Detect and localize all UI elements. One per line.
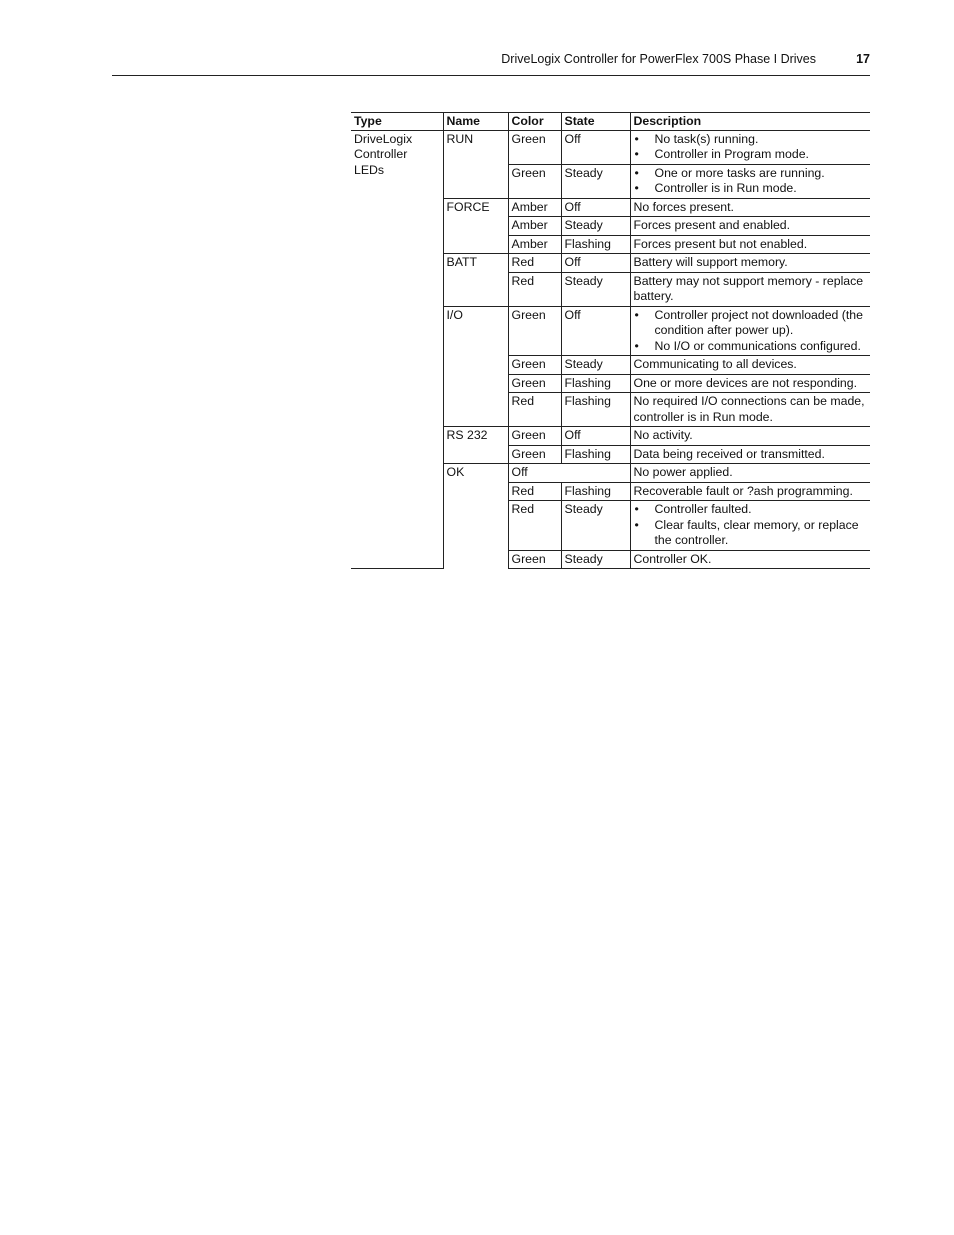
bullet-item <box>634 502 868 518</box>
bullet-item <box>634 308 868 339</box>
bullet-text: Clear faults, clear memory, or replace the controller. <box>654 517 859 547</box>
col-header-color: Color <box>508 113 561 131</box>
bullet-item <box>634 166 868 182</box>
description-cell: Recoverable fault or ?ash programming. <box>630 482 870 501</box>
col-header-type: Type <box>351 113 443 131</box>
state-cell: Off <box>561 198 630 217</box>
color-cell: Green <box>508 550 561 569</box>
description-cell: Forces present and enabled. <box>630 217 870 236</box>
state-cell: Flashing <box>561 374 630 393</box>
state-cell: Steady <box>561 272 630 306</box>
state-cell: Off <box>561 306 630 356</box>
description-cell: Battery may not support memory - replace battery. <box>630 272 870 306</box>
color-cell: Off <box>508 464 630 483</box>
description-cell: Controller OK. <box>630 550 870 569</box>
page-number: 17 <box>856 52 870 66</box>
state-cell: Flashing <box>561 445 630 464</box>
bullet-item <box>634 181 868 197</box>
description-cell: One or more devices are not responding. <box>630 374 870 393</box>
bullet-item <box>634 132 868 148</box>
bullet-item <box>634 339 868 355</box>
led-name-cell: RUN <box>443 130 508 198</box>
description-cell <box>630 164 870 198</box>
state-cell: Flashing <box>561 482 630 501</box>
col-header-state: State <box>561 113 630 131</box>
description-cell: No power applied. <box>630 464 870 483</box>
color-cell: Red <box>508 272 561 306</box>
bullet-item <box>634 518 868 549</box>
bullet-dot: • <box>634 131 639 146</box>
description-cell: No required I/O connections can be made, controller is in Run mode. <box>630 393 870 427</box>
color-cell: Green <box>508 306 561 356</box>
color-cell: Green <box>508 427 561 446</box>
color-cell: Green <box>508 130 561 164</box>
led-name-cell: OK <box>443 464 508 569</box>
description-cell: Data being received or transmitted. <box>630 445 870 464</box>
col-header-description: Description <box>630 113 870 131</box>
description-cell <box>630 306 870 356</box>
led-name-cell: FORCE <box>443 198 508 254</box>
bullet-text: Controller in Program mode. <box>654 147 809 161</box>
color-cell: Red <box>508 254 561 273</box>
bullet-text: One or more tasks are running. <box>654 165 825 180</box>
header-rule <box>112 75 870 76</box>
state-cell: Flashing <box>561 393 630 427</box>
state-cell: Off <box>561 427 630 446</box>
type-cell: DriveLogix Controller LEDs <box>351 130 443 569</box>
state-cell: Steady <box>561 501 630 551</box>
bullet-text: Controller project not downloaded (the condition after power up). <box>654 307 863 337</box>
bullet-text: No task(s) running. <box>654 131 759 146</box>
description-cell: Battery will support memory. <box>630 254 870 273</box>
color-cell: Amber <box>508 217 561 236</box>
led-name-cell: RS 232 <box>443 427 508 464</box>
bullet-dot: • <box>634 517 639 532</box>
color-cell: Red <box>508 482 561 501</box>
state-cell: Off <box>561 254 630 273</box>
bullet-dot: • <box>634 181 639 195</box>
description-cell: No activity. <box>630 427 870 446</box>
description-cell: Forces present but not enabled. <box>630 235 870 254</box>
state-cell: Steady <box>561 356 630 375</box>
color-cell: Amber <box>508 198 561 217</box>
state-cell: Steady <box>561 217 630 236</box>
color-cell: Green <box>508 164 561 198</box>
bullet-dot: • <box>634 502 639 516</box>
description-cell: Communicating to all devices. <box>630 356 870 375</box>
led-name-cell: I/O <box>443 306 508 427</box>
bullet-dot: • <box>634 338 639 353</box>
bullet-dot: • <box>634 165 639 180</box>
description-cell: No forces present. <box>630 198 870 217</box>
description-cell <box>630 501 870 551</box>
bullet-item <box>634 147 868 163</box>
description-cell <box>630 130 870 164</box>
state-cell: Flashing <box>561 235 630 254</box>
color-cell: Green <box>508 374 561 393</box>
color-cell: Green <box>508 356 561 375</box>
bullet-dot: • <box>634 307 639 322</box>
color-cell: Green <box>508 445 561 464</box>
bullet-text: Controller is in Run mode. <box>654 181 797 195</box>
bullet-text: No I/O or communications configured. <box>654 338 861 353</box>
table-header-row <box>351 113 870 131</box>
bullet-dot: • <box>634 147 639 161</box>
state-cell: Off <box>561 130 630 164</box>
color-cell: Red <box>508 501 561 551</box>
controller-led-table <box>351 112 870 569</box>
color-cell: Amber <box>508 235 561 254</box>
state-cell: Steady <box>561 164 630 198</box>
bullet-text: Controller faulted. <box>654 502 752 516</box>
running-title: DriveLogix Controller for PowerFlex 700S Phase I Drives <box>501 52 816 66</box>
table-row <box>351 130 870 164</box>
color-cell: Red <box>508 393 561 427</box>
col-header-name: Name <box>443 113 508 131</box>
led-name-cell: BATT <box>443 254 508 307</box>
state-cell: Steady <box>561 550 630 569</box>
